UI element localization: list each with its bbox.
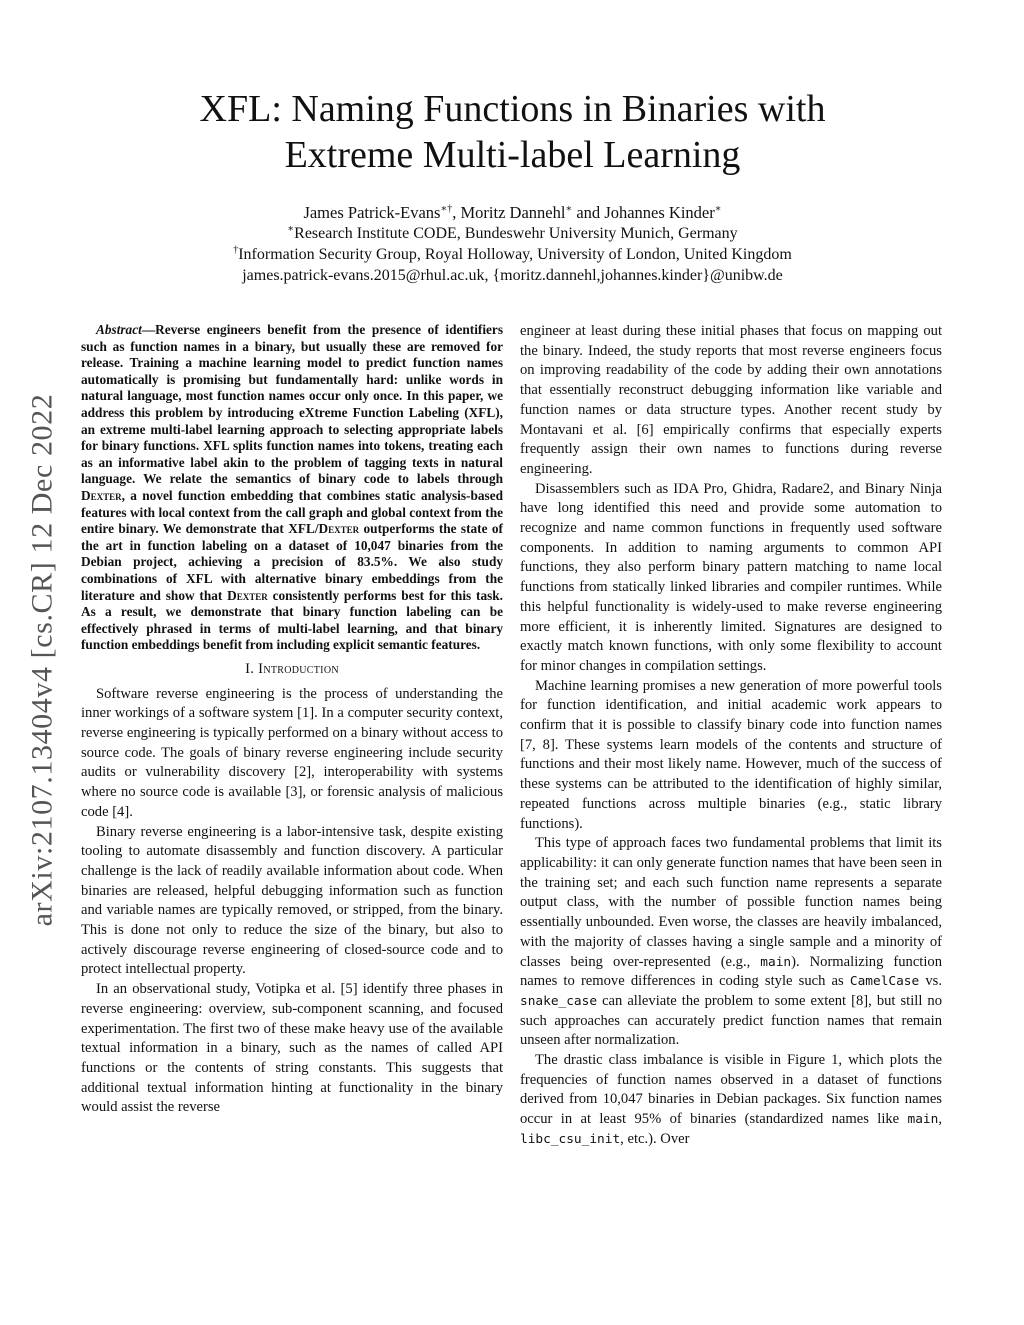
dexter-name: Dexter [227, 587, 268, 603]
affiliation-text: Research Institute CODE, Bundeswehr University Munich, Germany [294, 225, 738, 242]
abstract-text: outperforms the state of the art in function labeling on a dataset of 10,047 binaries from the Debian project, achieving a precision of 83.5%. We also study combinations of XFL with alternative binary embeddings from the literature and show that [81, 521, 503, 603]
text-run: The drastic class imbalance is visible in Figure 1, which plots the frequencies of function names observed in a dataset of functions derived from 10,047 binaries in Debian packages. Six function names occur in at least 95% of binaries (standardized names like [520, 1052, 942, 1128]
text-run: , etc.). Over [620, 1130, 690, 1147]
author-separator: and [572, 203, 605, 222]
author-block [120, 202, 905, 286]
author-separator: , [452, 203, 461, 222]
code-inline: snake_case [520, 993, 598, 1009]
paragraph: engineer at least during these initial phases that focus on mapping out the binary. Indeed, the study reports that most reverse engineers focus on improving readability of the code by adding their own annotations that essentially reconstruct debugging information like variable and function names or data structure types. Another recent study by Montavani et al. [6] empirically confirms that especially experts frequently assign their own names to functions during reverse engineering. [520, 323, 942, 477]
title-line-2: Extreme Multi-label Learning [284, 134, 741, 176]
author-name: James Patrick-Evans [303, 203, 441, 222]
code-inline: main [760, 954, 792, 970]
code-inline: libc_csu_init [520, 1131, 621, 1147]
text-run: vs. [919, 973, 942, 990]
title-line-1: XFL: Naming Functions in Binaries with [199, 88, 826, 130]
paper-title [120, 86, 905, 178]
author-name: Moritz Dannehl [460, 203, 566, 222]
dexter-name: Dexter [81, 487, 122, 503]
affiliation-text: Information Security Group, Royal Holloway, University of London, United Kingdom [238, 246, 792, 263]
abstract [81, 322, 503, 654]
right-column [520, 322, 942, 1150]
abstract-text: —Reverse engineers benefit from the presence of identifiers such as function names in a binary, but usually these are removed for release. Training a machine learning model to predict function names automatically is promising but fundamentally hard: unlike words in natural language, most function names occur only once. In this paper, we address this problem by introducing eXtreme Function Labeling (XFL), an extreme multi-label learning approach to selecting appropriate labels for binary functions. XFL splits function names into tokens, treating each as an informative label akin to the problem of tagging texts in natural language. We relate the semantics of binary code to labels through [81, 322, 503, 487]
text-run: ). Normalizing function names to remove differences in coding style such as [520, 953, 943, 990]
paragraph [520, 834, 942, 1051]
author-name: Johannes Kinder [604, 203, 715, 222]
paragraph: Software reverse engineering is the process of understanding the inner workings of a software system [1]. In a computer security context, reverse engineering is typically performed on a binary without access to source code. The goals of binary reverse engineering include security audits or vulnerability discovery [2], interoperability with systems where no source code is available [3], or forensic analysis of malicious code [4]. [81, 685, 503, 820]
left-column [81, 322, 503, 1118]
affiliation-2 [120, 244, 905, 265]
paragraph: In an observational study, Votipka et al. [5] identify three phases in reverse engineering: overview, sub-component scanning, and focused experimentation. The first two of these make heavy use of the available textual information in a binary, such as the names of called API functions or the contents of string constants. This suggests that additional textual information hinting at functionality in the binary would assist the reverse [81, 981, 503, 1116]
author-mark: ∗ [714, 203, 722, 215]
arxiv-identifier [14, 355, 70, 965]
text-run: This type of approach faces two fundamental problems that limit its applicability: it can only generate function names that have been seen in the training set; and each such function name represents a separate output class, with the number of possible function names being essentially unbounded. Even worse, the classes are heavily imbalanced, with the majority of classes having a single sample and a minority of classes being over-represented (e.g., [520, 835, 942, 970]
code-inline: main [907, 1112, 939, 1128]
text-run: can alleviate the problem to some extent [8], but still no such approaches can accurately predict function names that remain unseen after normalization. [520, 992, 942, 1049]
abstract-label: Abstract [96, 322, 142, 337]
affiliation-1 [120, 223, 905, 244]
author-emails: james.patrick-evans.2015@rhul.ac.uk, {moritz.dannehl,johannes.kinder}@unibw.de [242, 267, 783, 284]
text-run: , [938, 1111, 942, 1128]
affiliation-mark: † [233, 244, 239, 256]
abstract-text: consistently performs best for this task. As a result, we demonstrate that binary function labeling can be effectively phrased in terms of multi-label learning, and that binary function embeddings benefit from including explicit semantic features. [81, 587, 503, 653]
affiliation-mark: ∗ [287, 223, 295, 235]
author-mark: ∗† [440, 203, 453, 215]
paragraph [520, 1051, 942, 1150]
paragraph: Machine learning promises a new generation of more powerful tools for function identification, and initial academic work appears to confirm that it is possible to classify binary code into function names [7, 8]. These systems learn models of the contents and structure of functions and their most likely name. However, much of the success of these systems can be attributed to the identification of highly similar, repeated functions across multiple binaries (e.g., static library functions). [520, 677, 942, 832]
author-mark: ∗ [565, 203, 573, 215]
dexter-name: Dexter [318, 521, 360, 537]
abstract-text: , a novel function embedding that combines static analysis-based features with local context from the call graph and global context from the entire binary. We demonstrate that XFL/ [81, 487, 503, 537]
section-heading-introduction: I. Introduction [245, 660, 339, 677]
arxiv-identifier-text: arXiv:2107.13404v4 [cs.CR] 12 Dec 2022 [25, 393, 59, 927]
paragraph: Binary reverse engineering is a labor-intensive task, despite existing tooling to automate disassembly and function discovery. A particular challenge is the lack of readily available information about code. When binaries are released, helpful debugging information such as function and variable names are typically removed, or stripped, from the binary. This is done not only to reduce the size of the binary, but also to actively discourage reverse engineering of closed-source code and to protect intellectual property. [81, 823, 503, 978]
author-list [120, 202, 905, 223]
paragraph: Disassemblers such as IDA Pro, Ghidra, Radare2, and Binary Ninja have long identified this need and provide some automation to recognize and name common functions in frequently used software components. In addition to naming arguments to common API functions, they also perform binary pattern matching to name local functions from statically linked libraries and compiler runtimes. While this helpful functionality is widely-used to make reverse engineering more efficient, it is inherently limited. Signatures are designed to exactly match known functions, with only some flexibility to account for minor changes in compilation settings. [520, 480, 942, 674]
code-inline: CamelCase [849, 974, 920, 990]
